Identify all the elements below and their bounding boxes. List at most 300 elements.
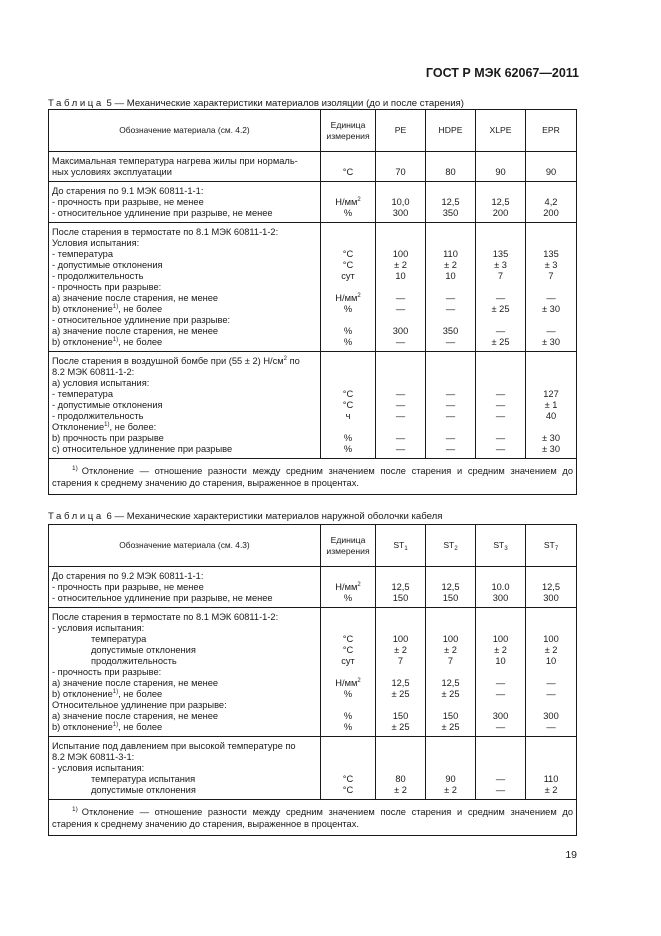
cell-value: 90	[445, 774, 456, 784]
cell-value: —	[395, 337, 406, 347]
column-header-epr: EPR	[526, 110, 577, 152]
cell-value	[429, 238, 472, 249]
cell-value: 200	[543, 208, 559, 218]
footnote-mark: 1)	[72, 465, 78, 472]
description-line: b) отклонение$^{1)}$, не более	[52, 337, 163, 347]
description-line: До старения по 9.2 МЭК 60811-1-1:	[52, 571, 204, 581]
value-cell	[426, 737, 476, 800]
cell-value: —	[445, 433, 456, 443]
cell-value: —	[546, 293, 556, 303]
cell-value	[379, 752, 422, 763]
value-cell	[526, 223, 577, 352]
cell-value: —	[546, 678, 556, 688]
cell-value	[479, 667, 522, 678]
cell-value: 7	[497, 271, 504, 281]
unit-value: $Н/мм^2$	[335, 678, 361, 688]
value-cell	[426, 567, 476, 608]
cell-value: —	[495, 389, 506, 399]
description-line: температура испытания	[91, 774, 196, 784]
cell-value: —	[445, 411, 456, 421]
cell-value	[429, 667, 472, 678]
cell-value: 12,5	[441, 678, 460, 688]
value-cell	[426, 608, 476, 737]
unit-value	[324, 571, 372, 582]
cell-value	[479, 623, 522, 634]
table5-header-row	[49, 110, 577, 152]
unit-value: %	[343, 689, 353, 699]
cell-value: —	[495, 433, 506, 443]
unit-value	[324, 227, 372, 238]
value-cell	[376, 352, 426, 459]
cell-value: ± 3	[494, 260, 507, 270]
table6-caption-title: 6 — Механические характеристики материалов наружной оболочки кабеля	[106, 511, 443, 522]
description-line: - температура	[52, 389, 113, 399]
description-line: ных условиях эксплуатации	[52, 167, 172, 177]
description-line: допустимые отклонения	[91, 785, 196, 795]
row-description	[49, 223, 321, 352]
unit-value: $Н/мм^2$	[335, 197, 361, 207]
unit-value	[324, 623, 372, 634]
unit-value: %	[343, 444, 353, 454]
description-line: - относительное удлинение при разрыве:	[52, 315, 231, 325]
cell-value: 110	[543, 774, 559, 784]
unit-value: %	[343, 722, 353, 732]
unit-value: °C	[342, 774, 354, 784]
cell-value: 135	[543, 249, 559, 259]
cell-value: 10	[495, 656, 506, 666]
cell-value: 135	[492, 249, 509, 259]
cell-value	[379, 356, 422, 367]
footnote	[49, 800, 577, 836]
cell-value	[429, 741, 472, 752]
cell-value: ± 2	[544, 645, 558, 655]
cell-value: —	[495, 689, 506, 699]
cell-value	[529, 763, 573, 774]
description-line: допустимые отклонения	[91, 645, 196, 655]
cell-value: 12,5	[391, 582, 410, 592]
cell-value: 12,5	[391, 678, 410, 688]
table-row-group	[49, 737, 577, 800]
value-cell	[376, 567, 426, 608]
unit-value	[324, 612, 372, 623]
description-line: - прочность при разрыве:	[52, 282, 162, 292]
description-line: - продолжительность	[52, 411, 144, 421]
cell-value: —	[495, 774, 506, 784]
cell-value: —	[546, 689, 556, 699]
cell-value	[429, 367, 472, 378]
cell-value	[429, 356, 472, 367]
cell-value: 150	[442, 711, 459, 721]
description-line: - продолжительность	[52, 271, 144, 281]
cell-value: 40	[545, 411, 557, 421]
cell-value	[429, 186, 472, 197]
value-cell	[426, 152, 476, 182]
cell-value: —	[495, 785, 506, 795]
unit-value: %	[343, 326, 353, 336]
row-unit	[321, 182, 376, 223]
description-line: b) прочность при разрыве	[52, 433, 164, 443]
table5-caption-word: Таблица	[48, 98, 104, 109]
cell-value	[479, 356, 522, 367]
row-description	[49, 182, 321, 223]
cell-value	[479, 700, 522, 711]
cell-value: 80	[395, 774, 406, 784]
unit-header-line: измерения	[326, 130, 370, 141]
cell-value: 300	[492, 711, 509, 721]
cell-value	[529, 238, 573, 249]
cell-value	[529, 571, 573, 582]
unit-value: сут	[341, 656, 355, 666]
cell-value: —	[495, 722, 506, 732]
description-line: Относительное удлинение при разрыве:	[52, 700, 227, 710]
cell-value: —	[395, 400, 406, 410]
value-cell	[426, 352, 476, 459]
cell-value	[529, 156, 573, 167]
cell-value: 12,5	[491, 197, 510, 207]
row-unit	[321, 737, 376, 800]
cell-value: —	[445, 293, 456, 303]
footnote-mark: 1)	[72, 806, 78, 813]
cell-value: —	[495, 444, 506, 454]
description-line: температура	[91, 634, 147, 644]
unit-value: %	[343, 304, 353, 314]
cell-value	[429, 623, 472, 634]
cell-value	[379, 282, 422, 293]
cell-value: ± 1	[544, 400, 558, 410]
unit-value: °C	[342, 645, 354, 655]
cell-value: 150	[442, 593, 459, 603]
column-header-st1: $ST_1$	[376, 525, 426, 567]
cell-value: ± 30	[541, 337, 561, 347]
cell-value: —	[495, 678, 506, 688]
cell-value: —	[395, 293, 406, 303]
unit-header-line: Единица	[330, 119, 366, 130]
cell-value: 12,5	[441, 197, 460, 207]
cell-value: ± 2	[444, 260, 457, 270]
column-header-material: Обозначение материала (см. 4.2)	[49, 110, 321, 152]
cell-value: 10	[395, 271, 406, 281]
value-cell	[476, 567, 526, 608]
footnote-text: Отклонение — отношение разности между средним значением после старения и средним значением до старения к среднему значению до старения, выраженное в процентах.	[52, 807, 573, 829]
cell-value: 70	[395, 167, 406, 177]
cell-value: 90	[495, 167, 506, 177]
cell-value	[479, 315, 522, 326]
unit-value: %	[343, 433, 353, 443]
description-line: - прочность при разрыве:	[52, 667, 162, 677]
cell-value	[429, 227, 472, 238]
unit-value: сут	[341, 271, 355, 281]
cell-value	[529, 667, 573, 678]
cell-value: 80	[445, 167, 456, 177]
unit-value	[324, 156, 372, 167]
cell-value: ± 2	[494, 645, 507, 655]
cell-value	[529, 752, 573, 763]
cell-value: —	[395, 433, 406, 443]
cell-value: ± 25	[441, 722, 460, 732]
description-line: 8.2 МЭК 60811-3-1:	[52, 752, 135, 762]
cell-value	[379, 571, 422, 582]
description-line: Условия испытания:	[52, 238, 140, 248]
cell-value: 300	[392, 208, 409, 218]
cell-value	[379, 422, 422, 433]
cell-value	[429, 700, 472, 711]
description-line: b) отклонение$^{1)}$, не более	[52, 689, 163, 699]
table-row-group	[49, 352, 577, 459]
description-line: a) значение после старения, не менее	[52, 326, 219, 336]
unit-value	[324, 752, 372, 763]
table6-header-row	[49, 525, 577, 567]
cell-value: —	[445, 400, 456, 410]
cell-value	[479, 367, 522, 378]
cell-value: ± 2	[544, 785, 558, 795]
value-cell	[426, 182, 476, 223]
cell-value	[429, 422, 472, 433]
cell-value: 4,2	[544, 197, 558, 207]
cell-value: 7	[548, 271, 554, 281]
unit-value: %	[343, 711, 353, 721]
unit-value: °C	[342, 389, 354, 399]
value-cell	[476, 352, 526, 459]
footnote-text: Отклонение — отношение разности между средним значением после старения и средним значением до старения к среднему значению до старения, выраженное в процентах.	[52, 466, 573, 488]
description-line: a) значение после старения, не менее	[52, 711, 219, 721]
value-cell	[376, 608, 426, 737]
cell-value	[429, 378, 472, 389]
description-line: b) отклонение$^{1)}$, не более	[52, 722, 163, 732]
cell-value	[429, 752, 472, 763]
unit-value: %	[343, 208, 353, 218]
cell-value: 10	[445, 271, 456, 281]
cell-value	[479, 378, 522, 389]
cell-value	[429, 282, 472, 293]
cell-value	[479, 422, 522, 433]
cell-value	[379, 156, 422, 167]
row-description	[49, 608, 321, 737]
description-line: Испытание под давлением при высокой температуре по	[52, 741, 296, 751]
cell-value	[379, 612, 422, 623]
cell-value	[429, 156, 472, 167]
value-cell	[376, 223, 426, 352]
cell-value: —	[546, 722, 556, 732]
cell-value: —	[546, 326, 556, 336]
cell-value: —	[445, 444, 456, 454]
cell-value: ± 25	[491, 337, 510, 347]
column-header-hdpe: HDPE	[426, 110, 476, 152]
value-cell	[526, 152, 577, 182]
column-header-xlpe: XLPE	[476, 110, 526, 152]
unit-value: ч	[345, 411, 351, 421]
value-cell	[376, 152, 426, 182]
table5-caption-title: 5 — Механические характеристики материалов изоляции (до и после старения)	[106, 98, 464, 109]
unit-value	[324, 378, 372, 389]
cell-value: ± 30	[541, 304, 561, 314]
unit-value: °C	[342, 167, 354, 177]
row-unit	[321, 352, 376, 459]
description-line: b) отклонение$^{1)}$, не более	[52, 304, 163, 314]
cell-value: —	[495, 293, 506, 303]
footnote	[49, 459, 577, 495]
cell-value: 150	[392, 593, 409, 603]
cell-value: —	[445, 304, 456, 314]
unit-value	[324, 186, 372, 197]
unit-value	[324, 700, 372, 711]
cell-value: ± 25	[491, 304, 510, 314]
table-row-group	[49, 182, 577, 223]
row-unit	[321, 608, 376, 737]
cell-value	[429, 763, 472, 774]
description-line: После старения в воздушной бомбе при (55 ± 2) $Н/см^2$ по	[52, 356, 300, 366]
cell-value: 7	[447, 656, 454, 666]
cell-value	[379, 367, 422, 378]
cell-value: —	[445, 337, 456, 347]
cell-value: 100	[442, 634, 459, 644]
cell-value	[379, 186, 422, 197]
value-cell	[476, 182, 526, 223]
cell-value	[529, 700, 573, 711]
value-cell	[526, 567, 577, 608]
cell-value: ± 30	[541, 433, 561, 443]
cell-value	[479, 612, 522, 623]
value-cell	[476, 608, 526, 737]
cell-value: 12,5	[541, 582, 561, 592]
table6	[48, 524, 577, 836]
row-unit	[321, 152, 376, 182]
description-line: a) значение после старения, не менее	[52, 678, 219, 688]
unit-value	[324, 422, 372, 433]
cell-value	[529, 422, 573, 433]
table-row-group	[49, 223, 577, 352]
cell-value	[529, 367, 573, 378]
cell-value: 300	[492, 593, 509, 603]
footnote-row	[49, 459, 577, 495]
description-line: После старения в термостате по 8.1 МЭК 60811-1-2:	[52, 227, 279, 237]
cell-value: 100	[543, 634, 559, 644]
cell-value	[379, 315, 422, 326]
unit-value	[324, 356, 372, 367]
cell-value	[379, 667, 422, 678]
description-line: - относительное удлинение при разрыве, не менее	[52, 593, 273, 603]
row-unit	[321, 223, 376, 352]
cell-value: ± 2	[394, 645, 407, 655]
description-line: - допустимые отклонения	[52, 400, 163, 410]
unit-value: $Н/мм^2$	[335, 582, 361, 592]
footnote-row	[49, 800, 577, 836]
cell-value	[529, 623, 573, 634]
unit-value: %	[343, 337, 353, 347]
page-number: 19	[565, 849, 577, 861]
value-cell	[526, 608, 577, 737]
cell-value: —	[495, 326, 506, 336]
cell-value: ± 2	[444, 785, 457, 795]
table-row-group	[49, 567, 577, 608]
value-cell	[376, 737, 426, 800]
unit-value	[324, 667, 372, 678]
cell-value	[379, 700, 422, 711]
cell-value: —	[445, 389, 456, 399]
cell-value	[479, 186, 522, 197]
cell-value: ± 30	[541, 444, 561, 454]
cell-value	[479, 571, 522, 582]
cell-value: 100	[392, 249, 409, 259]
cell-value: ± 2	[394, 785, 407, 795]
cell-value: 10,0	[391, 197, 410, 207]
description-line: - условия испытания:	[52, 763, 145, 773]
description-line: Отклонение$^{1)}$, не более:	[52, 422, 157, 432]
description-line: a) условия испытания:	[52, 378, 150, 388]
row-description	[49, 567, 321, 608]
cell-value	[479, 752, 522, 763]
cell-value	[479, 763, 522, 774]
cell-value: —	[395, 389, 406, 399]
cell-value: 10.0	[491, 582, 510, 592]
cell-value: 7	[397, 656, 404, 666]
column-header-st7: $ST_7$	[526, 525, 577, 567]
column-header-pe: PE	[376, 110, 426, 152]
column-header-st3: $ST_3$	[476, 525, 526, 567]
cell-value	[379, 238, 422, 249]
row-description	[49, 152, 321, 182]
cell-value	[529, 356, 573, 367]
cell-value: 127	[543, 389, 559, 399]
value-cell	[476, 737, 526, 800]
cell-value	[529, 378, 573, 389]
description-line: - температура	[52, 249, 113, 259]
unit-value: °C	[342, 260, 354, 270]
cell-value	[379, 741, 422, 752]
description-line: - относительное удлинение при разрыве, не менее	[52, 208, 273, 218]
cell-value	[479, 282, 522, 293]
cell-value	[529, 282, 573, 293]
unit-value: °C	[342, 785, 354, 795]
description-line: c) относительное удлинение при разрыве	[52, 444, 233, 454]
cell-value: ± 2	[444, 645, 457, 655]
value-cell	[376, 182, 426, 223]
unit-value: °C	[342, 249, 354, 259]
cell-value	[529, 227, 573, 238]
unit-value: %	[343, 593, 353, 603]
unit-value: °C	[342, 400, 354, 410]
cell-value	[379, 623, 422, 634]
cell-value: —	[495, 400, 506, 410]
cell-value: 300	[392, 326, 409, 336]
cell-value: ± 25	[391, 722, 410, 732]
cell-value: 300	[543, 593, 559, 603]
description-line: До старения по 9.1 МЭК 60811-1-1:	[52, 186, 204, 196]
table-row-group	[49, 152, 577, 182]
description-line: - прочность при разрыве, не менее	[52, 197, 204, 207]
value-cell	[526, 352, 577, 459]
value-cell	[476, 223, 526, 352]
unit-value	[324, 315, 372, 326]
cell-value	[529, 315, 573, 326]
description-line: - прочность при разрыве, не менее	[52, 582, 204, 592]
document-header: ГОСТ Р МЭК 62067—2011	[425, 66, 579, 80]
cell-value: 90	[545, 167, 557, 177]
value-cell	[526, 182, 577, 223]
cell-value: 100	[392, 634, 409, 644]
cell-value: 100	[492, 634, 509, 644]
cell-value: 110	[443, 249, 458, 259]
cell-value: 350	[442, 326, 459, 336]
table5-caption	[48, 98, 464, 109]
description-line: a) значение после старения, не менее	[52, 293, 219, 303]
row-unit	[321, 567, 376, 608]
cell-value: ± 25	[441, 689, 460, 699]
cell-value: 12,5	[441, 582, 460, 592]
unit-value: $Н/мм^2$	[335, 293, 361, 303]
cell-value: 10	[545, 656, 557, 666]
column-header-st2: $ST_2$	[426, 525, 476, 567]
cell-value	[379, 227, 422, 238]
